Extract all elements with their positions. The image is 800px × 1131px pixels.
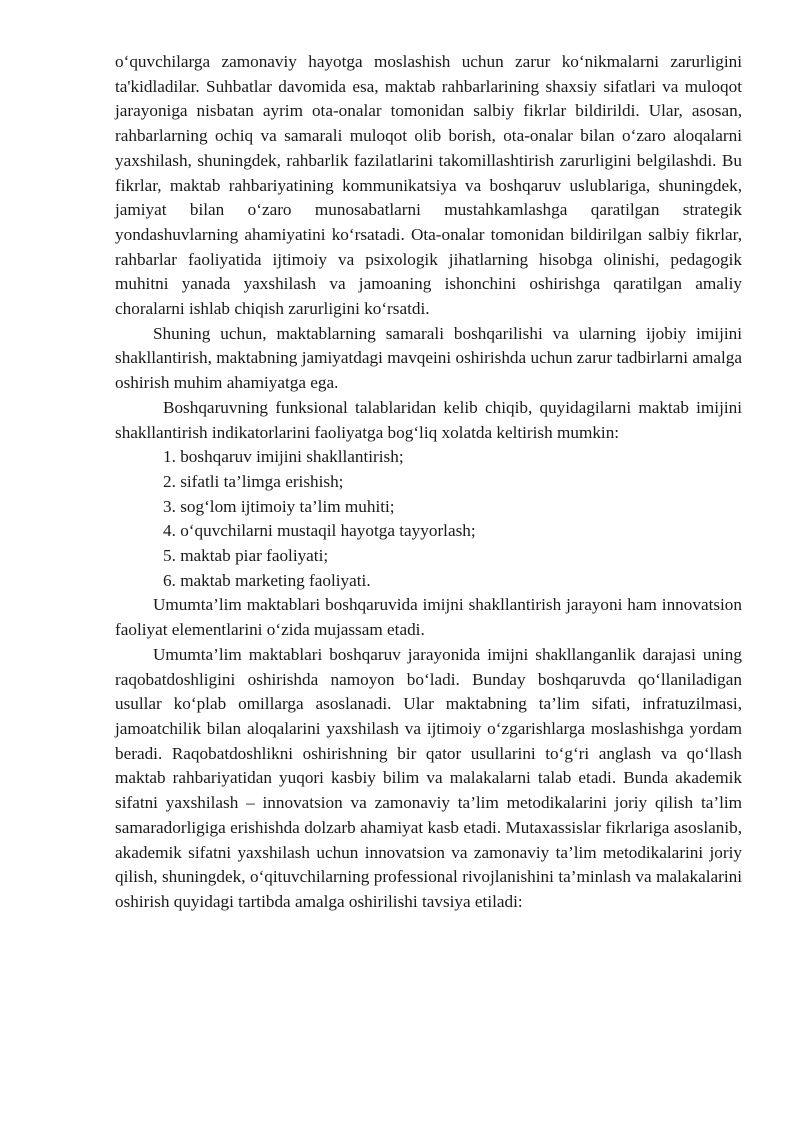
list-item: 3. sog‘lom ijtimoiy ta’lim muhiti; [163, 496, 395, 516]
paragraph-3: Boshqaruvning funksional talablaridan kelib chiqib, quyidagilarni maktab imijini shakllantirish indikatorlarini faoliyatga bog‘liq xolatda keltirish mumkin: [115, 397, 742, 442]
list-item: 6. maktab marketing faoliyati. [163, 570, 371, 590]
list-item: 1. boshqaruv imijini shakllantirish; [163, 447, 404, 467]
paragraph-4: Umumta’lim maktablari boshqaruvida imijni shakllantirish jarayoni ham innovatsion faoliyat elementlarini o‘zida mujassam etadi. [115, 595, 742, 640]
list-item: 4. o‘quvchilarni mustaqil hayotga tayyorlash; [163, 521, 476, 541]
list-item: 5. maktab piar faoliyati; [163, 546, 329, 566]
paragraph-1: o‘quvchilarga zamonaviy hayotga moslashish uchun zarur ko‘nikmalarni zarurligini ta'kidladilar. Suhbatlar davomida esa, maktab rahbarlarining shaxsiy sifatlari va muloqot jarayoniga nisbatan ayrim ota-onalar tomonidan salbiy fikrlar bildirildi. Ular, asosan, rahbarlarning ochiq va samarali muloqot olib borish, ota-onalar bilan o‘zaro aloqalarni yaxshilash, shuningdek, rahbarlik fazilatlarini takomillashtirish zarurligini belgilashdi. Bu fikrlar, maktab rahbariyatining kommunikatsiya va boshqaruv uslublariga, shuningdek, jamiyat bilan o‘zaro munosabatlarni mustahkamlashga qaratilgan strategik yondashuvlarning ahamiyatini ko‘rsatadi. Ota-onalar tomonidan bildirilgan salbiy fikrlar, rahbarlar faoliyatida ijtimoiy va psixologik jihatlarning hisobga olinishi, pedagogik muhitni yanada yaxshilash va jamoaning ishonchini oshirishga qaratilgan amaliy choralarni ishlab chiqish zarurligini ko‘rsatdi. [115, 52, 742, 319]
list-item: 2. sifatli ta’limga erishish; [163, 471, 344, 491]
indicator-list [115, 445, 742, 593]
paragraph-2: Shuning uchun, maktablarning samarali boshqarilishi va ularning ijobiy imijini shakllantirish, maktabning jamiyatdagi mavqeini oshirishda uchun zarur tadbirlarni amalga oshirish muhim ahamiyatga ega. [115, 323, 742, 393]
document-page [115, 50, 742, 915]
paragraph-5: Umumta’lim maktablari boshqaruv jarayonida imijni shakllanganlik darajasi uning raqobatdoshligini oshirishda namoyon bo‘ladi. Bunday boshqaruvda qo‘llaniladigan usullar ko‘plab omillarga asoslanadi. Ular maktabning ta’lim sifati, infratuzilmasi, jamoatchilik bilan aloqalarini yaxshilash va ijtimoiy o‘zgarishlarga moslashishga yordam beradi. Raqobatdoshlikni oshirishning bir qator usullarini to‘g‘ri anglash va qo‘llash maktab rahbariyatidan yuqori kasbiy bilim va malakalarni talab etadi. Bunda akademik sifatni yaxshilash – innovatsion va zamonaviy ta’lim metodikalarini joriy qilish ta’lim samaradorligiga erishishda dolzarb ahamiyat kasb etadi. Mutaxassislar fikrlariga asoslanib, akademik sifatni yaxshilash uchun innovatsion va zamonaviy ta’lim metodikalarini joriy qilish, shuningdek, o‘qituvchilarning professional rivojlanishini ta’minlash va malakalarini oshirish quyidagi tartibda amalga oshirilishi tavsiya etiladi: [115, 644, 742, 911]
